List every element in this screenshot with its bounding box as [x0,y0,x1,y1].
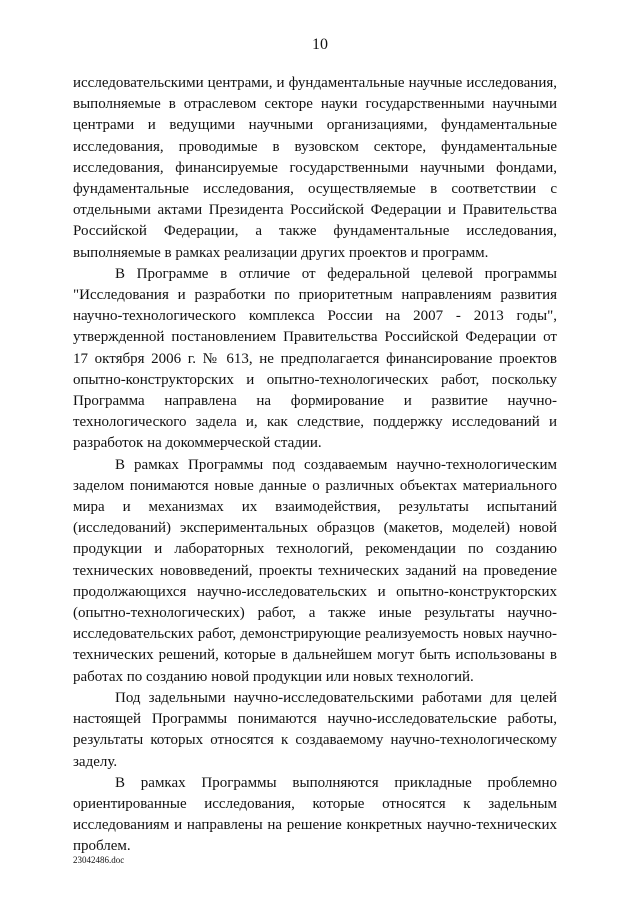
document-body [73,73,557,858]
paragraph-3: В рамках Программы под создаваемым научно-технологическим заделом понимаются новые данные о различных объектах материального мира и механизмах их взаимодействия, результаты испытаний (исследований) экспериментальных образцов (макетов, моделей) новой продукции и лабораторных технологий, рекомендации по созданию технических нововведений, проекты технических заданий на проведение продолжающихся научно-исследовательских и опытно-конструкторских (опытно-технологических) работ, а также иные результаты научно-исследовательских работ, демонстрирующие реализуемость новых научно-технических решений, которые в дальнейшем могут быть использованы в работах по созданию новой продукции или новых технологий. [73,456,557,685]
paragraph-2: В Программе в отличие от федеральной целевой программы "Исследования и разработки по приоритетным направлениям развития научно-технологического комплекса России на 2007 - 2013 годы", утвержденной постановлением Правительства Российской Федерации от 17 октября 2006 г. № 613, не предполагается финансирование проектов опытно-конструкторских и опытно-технологических работ, поскольку Программа направлена на формирование и развитие научно-технологического задела и, как следствие, поддержку исследований и разработок на докоммерческой стадии. [73,265,557,452]
paragraph-4: Под задельными научно-исследовательскими работами для целей настоящей Программы понимаются научно-исследовательские работы, результаты которых относятся к создаваемому научно-технологическому заделу. [73,689,557,770]
paragraph-1: исследовательскими центрами, и фундаментальные научные исследования, выполняемые в отраслевом секторе науки государственными научными центрами и ведущими научными организациями, фундаментальные исследования, проводимые в вузовском секторе, фундаментальные исследования, финансируемые государственными научными фондами, фундаментальные исследования, осуществляемые в соответствии с отдельными актами Президента Российской Федерации и Правительства Российской Федерации, а также фундаментальные исследования, выполняемые в рамках реализации других проектов и программ. [73,75,557,261]
document-file-code: 23042486.doc [73,855,125,865]
paragraph-5: В рамках Программы выполняются прикладные проблемно ориентированные исследования, которые относятся к задельным исследованиям и направлены на решение конкретных научно-технических проблем. [73,774,557,855]
page-number: 10 [312,36,328,53]
